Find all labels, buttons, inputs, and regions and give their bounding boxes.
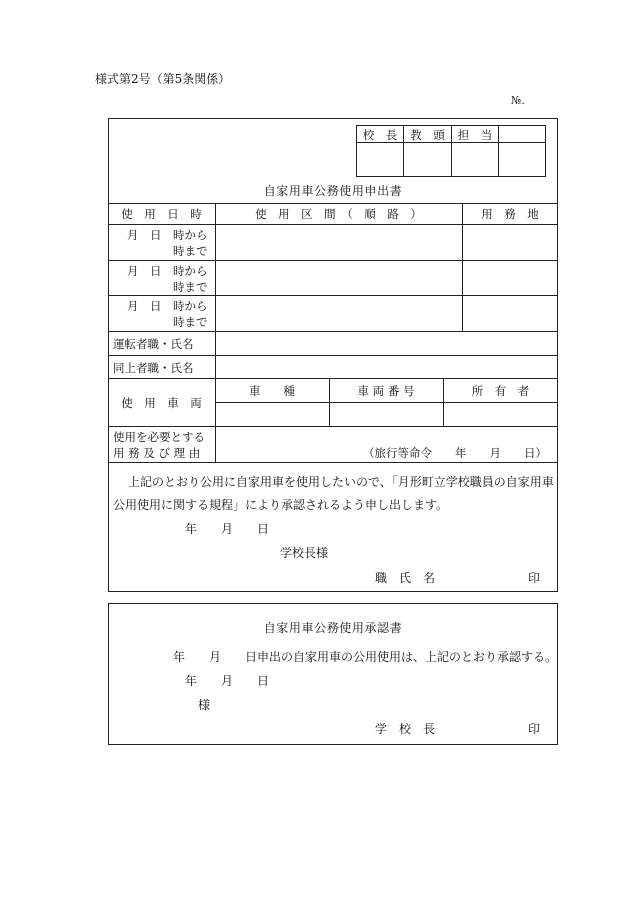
row-2-date-from: 月 日 時から [127,264,208,278]
vehicle-number-header: 車 両 番 号 [357,384,415,398]
driver-label: 運転者職・氏名 [113,337,194,351]
column-datetime: 使 用 日 時 [121,207,202,221]
row-3-date-to: 時まで [173,315,208,329]
row-2-date-to: 時まで [173,280,208,294]
reason-label-line-2: 用 務 及 び 理 由 [113,446,201,460]
approval-body-text: 日申出の自家用車の公用使用は、上記のとおり承認する。 [245,650,558,664]
approval-title: 自家用車公務使用承認書 [263,621,403,635]
declaration-line-2: 公用使用に関する規程」により承認されるよう申し出します。 [113,498,449,512]
stamp-principal-label: 校 長 [362,128,398,142]
applicant-name-label: 職 氏 名 [375,571,436,585]
application-date: 年 月 日 [185,522,270,536]
row-1-date-to: 時まで [173,244,208,258]
stamp-vice-principal-label: 教 頭 [410,128,445,142]
addressee-principal: 学校長様 [280,546,329,560]
stamp-staff-label: 担 当 [457,128,493,142]
row-3-date-from: 月 日 時から [127,299,208,313]
declaration-line-1: 上記のとおり公用に自家用車を使用したいので、「月形町立学校職員の自家用車 [128,475,554,489]
applicant-seal: 印 [528,571,541,585]
column-destination: 用 務 地 [481,207,539,221]
document-number-label: №. [511,94,525,107]
row-1-date-from: 月 日 時から [127,228,208,242]
approval-principal-label: 学 校 長 [375,722,436,736]
vehicle-label: 使 用 車 両 [121,396,202,410]
approval-seal: 印 [528,722,541,736]
travel-order-date: （旅行等命令 年 月 日） [363,446,547,460]
approval-date: 年 月 日 [185,674,270,688]
passenger-label: 同上者職・氏名 [113,361,194,375]
approval-body-date: 年 月 [173,650,222,664]
column-section-route: 使 用 区 間 （ 順 路 ） [255,207,422,221]
approval-recipient: 様 [198,698,211,712]
application-title: 自家用車公務使用申出書 [263,184,403,198]
reason-label-line-1: 使用を必要とする [113,430,205,444]
vehicle-owner-header: 所 有 者 [471,384,530,398]
form-number-label: 様式第2号（第5条関係） [95,72,231,86]
vehicle-type-header: 車 種 [249,384,295,398]
